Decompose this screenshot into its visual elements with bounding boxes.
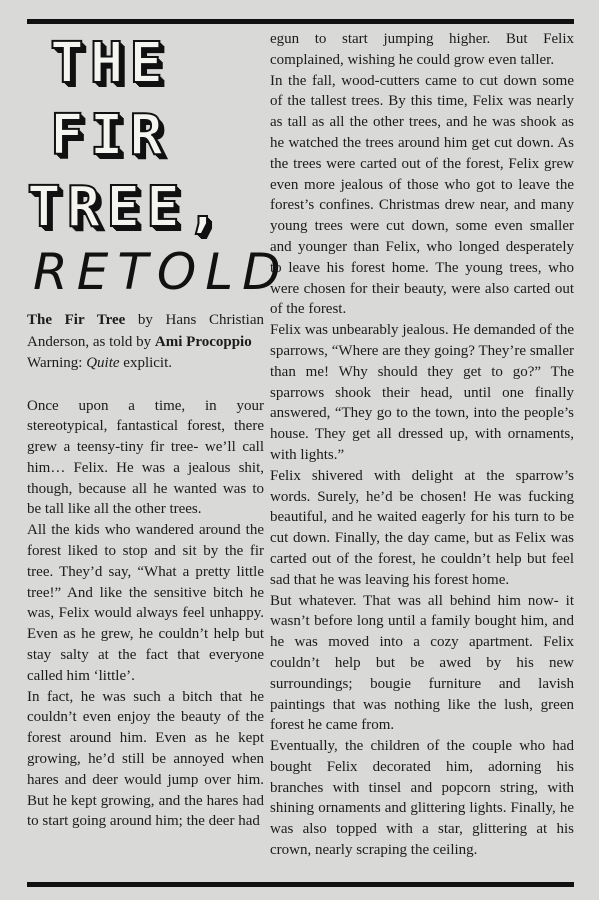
title-line-2: FIR [50, 103, 170, 168]
warning-emphasis: Quite [86, 355, 120, 371]
paragraph: All the kids who wandered around the forest liked to stop and sit by the fir tree. They’d say, “What a pretty little tree!” And like the sensitive bitch he was, Felix would always feel unhappy. Even as he grew, he couldn’t help but stay salty at the fact that everyone called him ‘little’. [27, 522, 264, 684]
byline-author: by Hans Christian Anderson, as told by [27, 312, 264, 350]
right-body-text [270, 29, 574, 861]
top-rule [27, 19, 574, 24]
byline [27, 310, 264, 375]
paragraph: Felix shivered with delight at the sparrow’s words. Surely, he’d be chosen! He was fucking beautiful, and he waited eagerly for his turn to be cut down. Finally, the day came, but as Felix was carted out of the forest, he couldn’t help but feel sad that he was leaving his forest home. [270, 467, 574, 588]
left-column [27, 28, 290, 832]
paragraph: egun to start jumping higher. But Felix complained, wishing he could grow even taller. [270, 31, 574, 68]
title-line-3: TREE, [27, 175, 226, 240]
paragraph: Once upon a time, in your stereotypical, fantastical forest, there grew a teensy-tiny fir tree- we’ll call him… Felix. He was a jealous shit, though, because all he wanted was to be tall like all the other trees. [27, 397, 264, 518]
paragraph: In the fall, wood-cutters came to cut down some of the tallest trees. By this time, Felix was nearly as tall as all the other trees, and he was shook as he watched the trees around him get cut down. As the trees were carted out of the forest, Felix grew even more jealous of those who got to leave the forest’s confines. Christmas drew near, and many young trees were cut down, some even smaller and younger than Felix, who longed desperately to leave his forest home. The young trees, who were chosen for their beauty, were also carted out of the forest. [270, 72, 574, 318]
left-body-text [27, 396, 264, 833]
byline-teller: Ami Procoppio [154, 333, 252, 350]
right-column [270, 29, 574, 861]
paragraph: In fact, he was such a bitch that he couldn’t even enjoy the beauty of the forest around him. Even as he kept growing, he’d still be annoyed when hares and deer would jump over him. But he kept growing, and the hares had to start going around him; the deer had [27, 688, 264, 830]
paragraph: Felix was unbearably jealous. He demanded of the sparrows, “Where are they going? They’re smaller than me! Why should they get to go?” The sparrows shook their head, until one finally answered, “They go to the town, into the people’s house. They get all dressed up, with ornaments, with lights.” [270, 322, 574, 463]
story-title [27, 31, 290, 301]
warning-prefix: Warning: [27, 355, 87, 371]
book-title: The Fir Tree [27, 312, 126, 328]
title-line-1: THE [50, 31, 170, 96]
paragraph: But whatever. That was all behind him now- it wasn’t before long until a family bought him, and he was moved into a cozy apartment. Felix couldn’t help but be awed by his new surroundings; bougie furniture and lavish paintings that was nothing like the lush, green forest he came from. [270, 592, 574, 734]
warning-suffix: explicit. [119, 355, 173, 371]
bottom-rule [27, 882, 574, 887]
paragraph: Eventually, the children of the couple who had bought Felix decorated him, adorning his branches with tinsel and popcorn string, with shining ornaments and glittering lights. Finally, he was also topped with a star, glittering at his crown, nearly scraping the ceiling. [270, 738, 574, 859]
title-subtitle: RETOLD [33, 243, 290, 301]
